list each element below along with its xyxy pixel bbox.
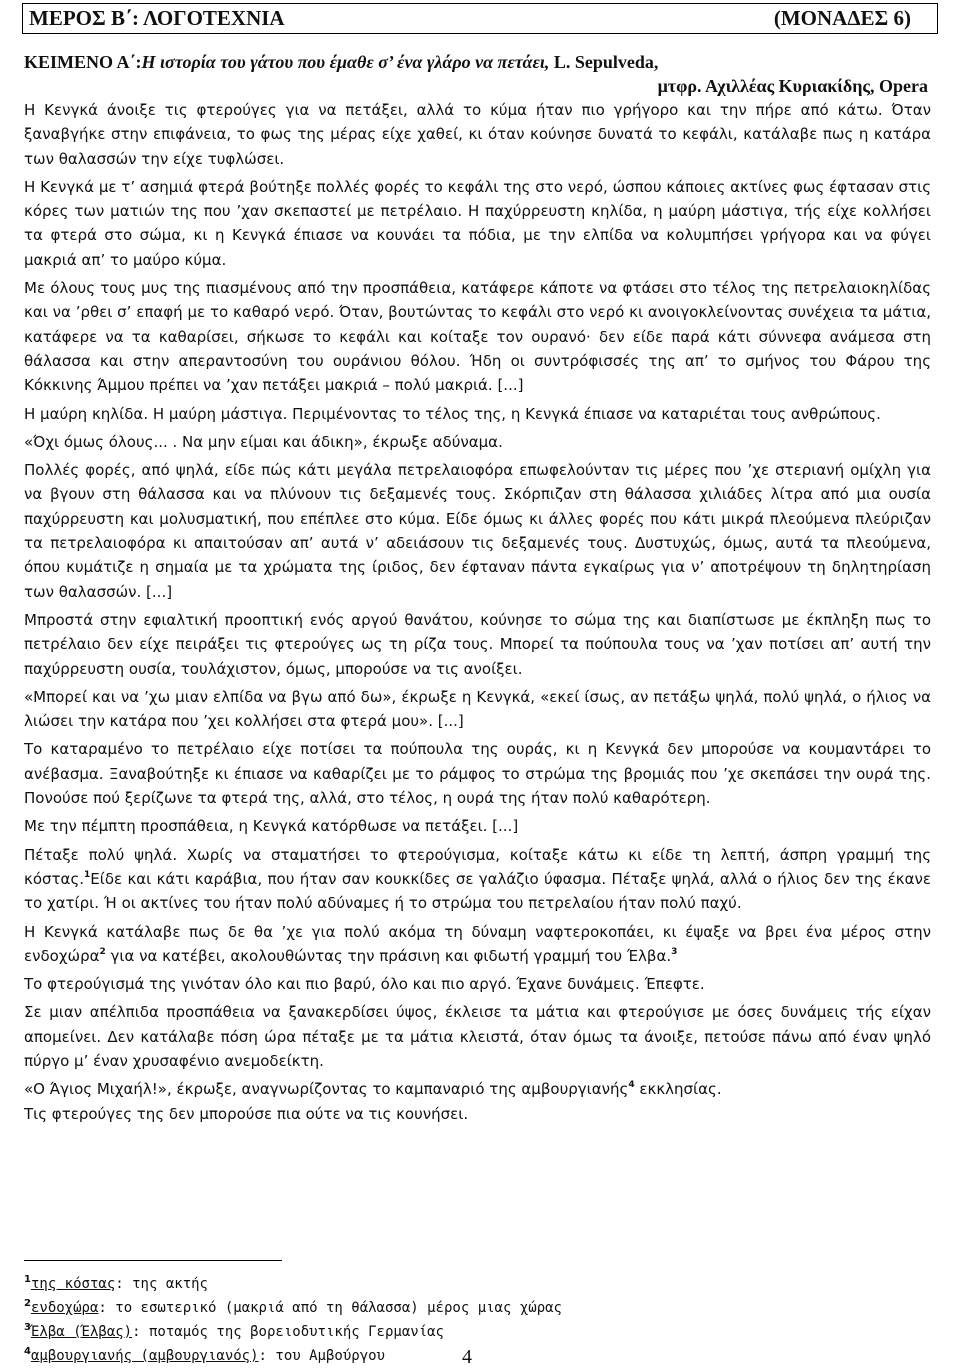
paragraph: Τις φτερούγες της δεν μπορούσε πια ούτε να τις κουνήσει.: [24, 1104, 469, 1123]
paragraph: «Όχι όμως όλους... . Να μην είμαι και άδικη», έκρωξε αδύναμα.: [24, 432, 503, 451]
footnote: $^2$ενδοχώρα: το εσωτερικό (μακριά από τη θάλασσα) μέρος μιας χώρας: [24, 1298, 562, 1316]
section-points: (ΜΟΝΑΔΕΣ 6): [773, 6, 911, 30]
section-header: [22, 3, 938, 34]
paragraph: Μπροστά στην εφιαλτική προοπτική ενός αργού θανάτου, κούνησε το σώμα της και διαπίστωσε με έκπληξη πως το πετρέλαιο δεν είχε πειράξει τις φτερούγες ως τη ρίζα τους. Μπορεί τα πούπουλα τους να ’χαν ποτίσει απ’ αυτή την παχύρρευστη ουσία, τουλάχιστον, όμως, μπορούσε να τις ανοίξει.: [24, 610, 931, 678]
paragraph: Η Κενγκά με τ’ ασημιά φτερά βούτηξε πολλές φορές το κεφάλι της στο νερό, ώσπου κάποιες ακτίνες φως έφτασαν στις κόρες των ματιών της που ’χαν σκεπαστεί με πετρέλαιο. Η παχύρρευστη κηλίδα, η μαύρη μάστιγα, τής είχε κολλήσει τα φτερά στο σώμα, κι η Κενγκά έπιασε να κουνάει τα πόδια, με την ελπίδα να κολυμπήσει γρήγορα και να φύγει μακριά απ’ το μαύρο κύμα.: [24, 177, 931, 269]
literary-text: [24, 98, 931, 1130]
footnote-divider: [24, 1260, 282, 1261]
paragraph: Η Κενγκά κατάλαβε πως δε θα ’χε για πολύ ακόμα τη δύναμη ναφτεροκοπάει, κι έψαξε να βρει ένα μέρος στην ενδοχώρα$^2$ για να κατέβει, ακολουθώντας την πράσινη και φιδωτή γραμμή του Έλβα.$^3$: [24, 922, 931, 965]
paragraph: «Μπορεί και να ’χω μιαν ελπίδα να βγω από δω», έκρωξε η Κενγκά, «εκεί ίσως, αν πετάξω ψηλά, πολύ ψηλά, ο ήλιος να λιώσει την κατάρα που ’χει κολλήσει στα φτερά μου». [...]: [24, 687, 931, 731]
paragraph: Η Κενγκά άνοιξε τις φτερούγες για να πετάξει, αλλά το κύμα ήταν πιο γρήγορο και την πήρε από κάτω. Όταν ξαναβγήκε στην επιφάνεια, το φως της μέρας είχε χαθεί, κι όταν κούνησε δυνατά το κεφάλι, κατάλαβε πως η κατάρα των θαλασσών την είχε τυφλώσει.: [24, 101, 931, 168]
paragraph: «Ο Άγιος Μιχαήλ!», έκρωξε, αναγνωρίζοντας το καμπαναριό της αμβουργιανής$^4$ εκκλησίας.: [24, 1080, 722, 1099]
footnote: $^1$της κόστας: της ακτής: [24, 1274, 208, 1292]
footnote-ref: 4: [628, 1080, 635, 1091]
paragraph: Πέταξε πολύ ψηλά. Χωρίς να σταματήσει το φτερούγισμα, κοίταξε κάτω κι είδε τη λεπτή, άσπρη γραμμή της κόστας.$^1$Είδε και κάτι καράβια, που ήταν σαν κουκκίδες σε γαλάζιο ύφασμα. Πέταξε ψηλά, αλλά ο ήλιος δεν της έκανε το χατίρι. Ή οι ακτίνες του ήταν πολύ αδύναμες ή το στρώμα του πετρελαίου ήταν πολύ παχύ.: [24, 845, 931, 913]
paragraph: Με όλους τους μυς της πιασμένους από την προσπάθεια, κατάφερε κάποτε να φτάσει στο τέλος της πετρελαιοκηλίδας και να ’ρθει σ’ επαφή με το καθαρό νερό. Όταν, βουτώντας το κεφάλι στο νερό κι ανοιγοκλείνοντας συνέχεια τα μάτια, κατάφερε να τα καθαρίσει, σήκωσε το κεφάλι και κοίταξε τον ουρανό· δεν είδε παρά κάτι σύννεφα ανάμεσα στη θάλασσα και στην απεραντοσύνη του ουράνιου θόλου. Ήδη οι συντρόφισσές της απ’ το σμήνος του Φάρου της Κόκκινης Άμμου πρέπει να ’χαν πετάξει μακριά – πολύ μακριά. [...]: [24, 279, 931, 395]
footnote: $^4$αμβουργιανής (αμβουργιανός): του Αμβούργου: [24, 1346, 385, 1364]
paragraph: Το καταραμένο το πετρέλαιο είχε ποτίσει τα πούπουλα της ουράς, κι η Κενγκά δεν μπορούσε να κουμαντάρει το ανέβασμα. Ξαναβούτηξε κι έπιασε να καθαρίζει με το ράμφος το στρώμα της βρομιάς που ’χε σκεπάσει την ουρά της. Πονούσε πού ξερίζωνε τα φτερά της, αλλά, στο τέλος, η ουρά της ήταν πολύ καθαρότερη.: [24, 740, 931, 808]
source-citation: ΚΕΙΜΕΝΟ Α΄:Η ιστορία του γάτου που έμαθε σ’ ένα γλάρο να πετάει, L. Sepulveda,: [24, 52, 659, 72]
translator: μτφρ. Αχιλλέας Κυριακίδης, Opera: [657, 76, 928, 96]
author: L. Sepulveda,: [549, 52, 659, 72]
footnote: $^3$Έλβα (Έλβας): ποταμός της βορειοδυτικής Γερμανίας: [24, 1322, 444, 1340]
paragraph: Η μαύρη κηλίδα. Η μαύρη μάστιγα. Περιμένοντας το τέλος της, η Κενγκά έπιασε να καταριέται τους ανθρώπους.: [24, 404, 881, 423]
footnote-ref: 2: [99, 946, 106, 957]
footnote-ref: 1: [84, 869, 91, 880]
paragraph: Το φτερούγισμά της γινόταν όλο και πιο βαρύ, όλο και πιο αργό. Έχανε δυνάμεις. Έπεφτε.: [24, 975, 705, 994]
paragraph: Με την πέμπτη προσπάθεια, η Κενγκά κατόρθωσε να πετάξει. [...]: [24, 817, 519, 836]
paragraph: Πολλές φορές, από ψηλά, είδε πώς κάτι μεγάλα πετρελαιοφόρα επωφελούνταν τις μέρες που ’χε στεριανή ομίχλη για να βγουν στη θάλασσα και να πλύνουν τις δεξαμενές τους. Σκόρπιζαν στη θάλασσα χιλιάδες λίτρα από μια ουσία παχύρρευστη και μολυσματική, που επέπλεε στο κύμα. Είδε όμως κι άλλες φορές που κάτι μικρά πλεούμενα πλεύριζαν τα πετρελαιοφόρα κι απαιτούσαν απ’ αυτά ν’ αδειάσουν τις δεξαμενές τους. Δυστυχώς, όμως, αυτά τα πλεούμενα, όπου κυμάτιζε η σημαία με τα χρώματα της ίριδος, δεν έφταναν πάντα εγκαίρως για ν’ αποτρέψουν τη δηλητηρίαση των θαλασσών. [...]: [24, 461, 931, 601]
paragraph: Σε μιαν απέλπιδα προσπάθεια να ξανακερδίσει ύψος, έκλεισε τα μάτια και φτερούγισε με όσες δυνάμεις τής είχαν απομείνει. Δεν κατάλαβε πόση ώρα πέταξε με τα μάτια κλειστά, όταν όμως τα άνοιξε, πετούσε πάνω από έναν ψηλό πύργο μ’ έναν χρυσαφένιο ανεμοδείκτη.: [24, 1003, 931, 1070]
page-number: 4: [462, 1346, 472, 1368]
footnotes: [24, 1270, 562, 1366]
section-title: ΜΕΡΟΣ Β΄: ΛΟΓΟΤΕΧΝΙΑ: [29, 6, 285, 30]
work-title: Η ιστορία του γάτου που έμαθε σ’ ένα γλάρο να πετάει,: [141, 52, 550, 72]
footnote-ref: 3: [671, 946, 678, 957]
